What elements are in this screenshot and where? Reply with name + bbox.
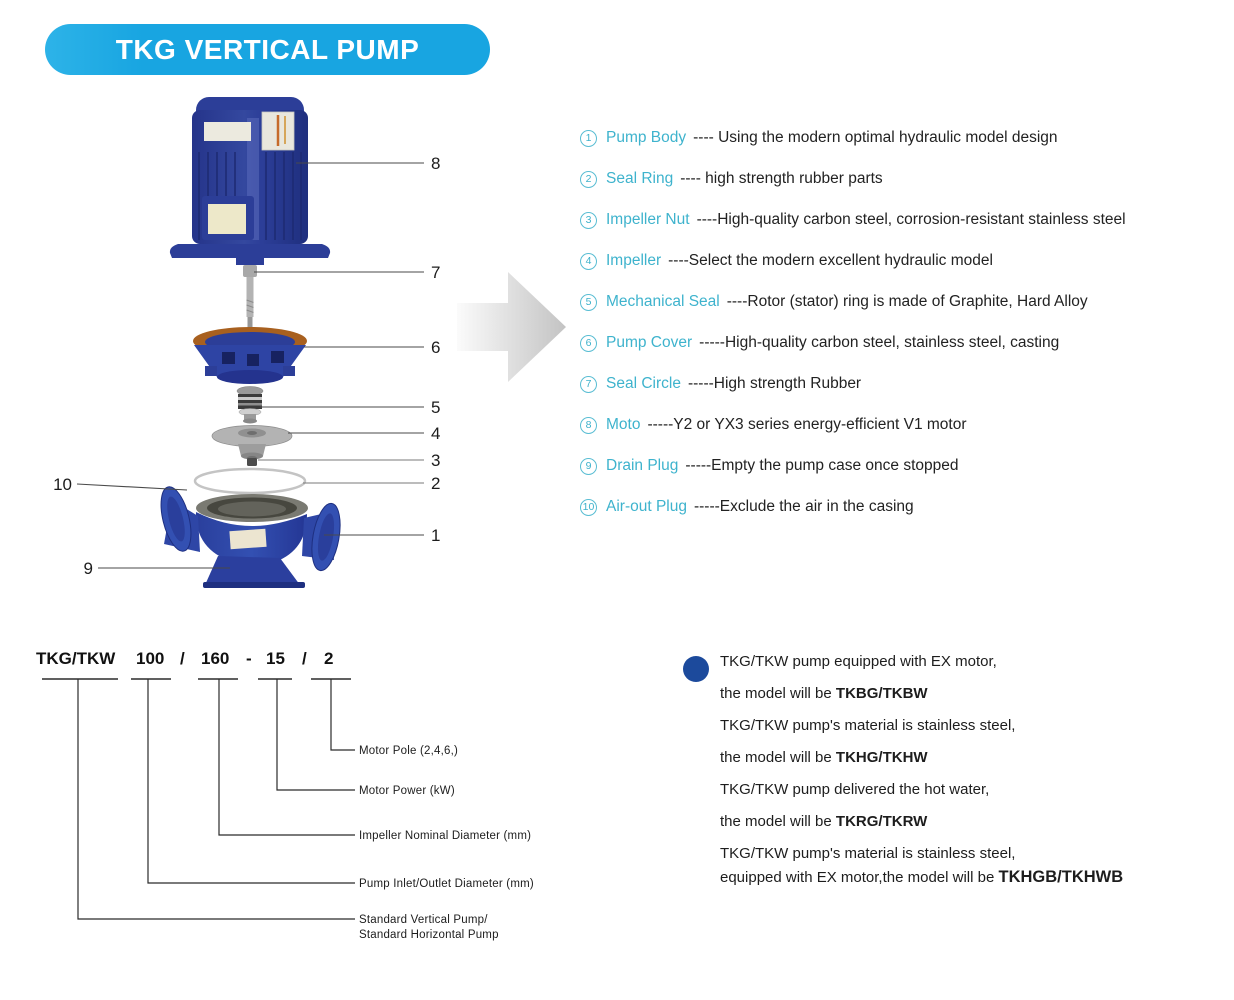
part-description: -----High-quality carbon steel, stainless steel, casting — [699, 334, 1060, 351]
label-series-line1: Standard Vertical Pump/ — [359, 914, 488, 926]
label-impeller-diam: Impeller Nominal Diameter (mm) — [359, 830, 532, 842]
note-line: TKG/TKW pump's material is stainless steel, — [720, 845, 1016, 862]
part-name: Air-out Plug — [606, 498, 687, 515]
model-code-diagram — [0, 630, 660, 970]
note-line: the model will be TKBG/TKBW — [720, 685, 928, 702]
circled-number-icon: 7 — [580, 376, 597, 393]
right-arrow-icon — [457, 272, 566, 382]
part-name: Mechanical Seal — [606, 293, 720, 310]
circled-number-icon: 6 — [580, 335, 597, 352]
impeller-nut-illustration — [247, 456, 257, 466]
part-name: Seal Circle — [606, 375, 681, 392]
list-item — [580, 408, 1230, 442]
model-variant-notes — [683, 652, 1183, 900]
list-item — [580, 490, 1230, 524]
list-item — [580, 203, 1230, 237]
part-name: Pump Body — [606, 129, 687, 146]
circled-number-icon: 3 — [580, 212, 597, 229]
list-item — [580, 367, 1230, 401]
list-item — [580, 162, 1230, 196]
part-name: Drain Plug — [606, 457, 679, 474]
callout-3: 3 — [431, 451, 441, 470]
list-item — [580, 449, 1230, 483]
part-description: -----Exclude the air in the casing — [693, 498, 914, 515]
part-name: Pump Cover — [606, 334, 693, 351]
pump-cover-illustration — [193, 327, 307, 384]
impeller-illustration — [212, 426, 292, 460]
circled-number-icon: 8 — [580, 417, 597, 434]
parts-list — [580, 121, 1230, 531]
pump-body-label — [229, 529, 266, 549]
motor-top-label — [262, 112, 294, 150]
part-description: ---- high strength rubber parts — [680, 170, 883, 187]
model-series: TKG/TKW — [36, 649, 116, 668]
part-description: ---- Using the modern optimal hydraulic model design — [693, 129, 1058, 146]
model-pole: 2 — [324, 649, 334, 668]
part-name: Seal Ring — [606, 170, 674, 187]
pump-exploded-diagram — [0, 85, 600, 605]
part-description: ----Select the modern excellent hydraulic model — [668, 252, 993, 269]
model-code-header — [36, 649, 333, 668]
part-description: ----High-quality carbon steel, corrosion-resistant stainless steel — [696, 211, 1126, 228]
callout-7: 7 — [431, 263, 441, 282]
model-separator: - — [246, 649, 252, 668]
model-impeller: 160 — [201, 649, 230, 668]
part-description: -----Y2 or YX3 series energy-efficient V1 motor — [647, 416, 967, 433]
note-line: the model will be TKHG/TKHW — [720, 749, 928, 766]
callout-2: 2 — [431, 474, 441, 493]
circled-number-icon: 9 — [580, 458, 597, 475]
motor-terminal-box — [202, 196, 254, 240]
model-power: 15 — [266, 649, 285, 668]
model-inlet: 100 — [136, 649, 165, 668]
note-line: TKG/TKW pump's material is stainless steel, — [720, 717, 1016, 734]
callout-8: 8 — [431, 154, 441, 173]
title-banner — [45, 24, 490, 75]
callout-1: 1 — [431, 526, 441, 545]
list-item — [580, 244, 1230, 278]
model-connectors — [78, 679, 355, 919]
shaft-illustration — [243, 265, 257, 331]
circled-number-icon: 1 — [580, 130, 597, 147]
note-line: the model will be TKRG/TKRW — [720, 813, 928, 830]
list-item — [580, 326, 1230, 360]
part-description: -----High strength Rubber — [687, 375, 862, 392]
seal-ring-illustration — [195, 469, 305, 493]
circled-number-icon: 10 — [580, 499, 597, 516]
part-name: Impeller — [606, 252, 662, 269]
list-item — [580, 285, 1230, 319]
model-labels — [359, 745, 534, 941]
label-motor-power: Motor Power (kW) — [359, 785, 455, 797]
part-name: Moto — [606, 416, 641, 433]
model-separator: / — [302, 649, 307, 668]
motor-illustration — [170, 97, 330, 265]
callout-6: 6 — [431, 338, 441, 357]
circled-number-icon: 5 — [580, 294, 597, 311]
note-line: TKG/TKW pump equipped with EX motor, — [720, 653, 997, 670]
callout-10: 10 — [53, 475, 72, 494]
page-title: TKG VERTICAL PUMP — [115, 33, 420, 65]
note-line: equipped with EX motor,the model will be TKHGB/TKHWB — [720, 868, 1124, 886]
circled-number-icon: 2 — [580, 171, 597, 188]
bullet-icon — [683, 656, 709, 682]
list-item — [580, 121, 1230, 155]
callout-4: 4 — [431, 424, 441, 443]
motor-nameplate — [204, 122, 251, 141]
part-name: Impeller Nut — [606, 211, 690, 228]
part-description: -----Empty the pump case once stopped — [685, 457, 959, 474]
label-motor-pole: Motor Pole (2,4,6,) — [359, 745, 459, 757]
label-series-line2: Standard Horizontal Pump — [359, 929, 499, 941]
part-description: ----Rotor (stator) ring is made of Graphite, Hard Alloy — [726, 293, 1088, 310]
callout-5: 5 — [431, 398, 441, 417]
mechanical-seal-illustration — [237, 387, 263, 424]
note-line: TKG/TKW pump delivered the hot water, — [720, 781, 990, 798]
model-separator: / — [180, 649, 185, 668]
circled-number-icon: 4 — [580, 253, 597, 270]
callout-9: 9 — [83, 559, 93, 578]
pump-body-illustration — [155, 484, 344, 588]
label-inlet-diam: Pump Inlet/Outlet Diameter (mm) — [359, 878, 534, 890]
